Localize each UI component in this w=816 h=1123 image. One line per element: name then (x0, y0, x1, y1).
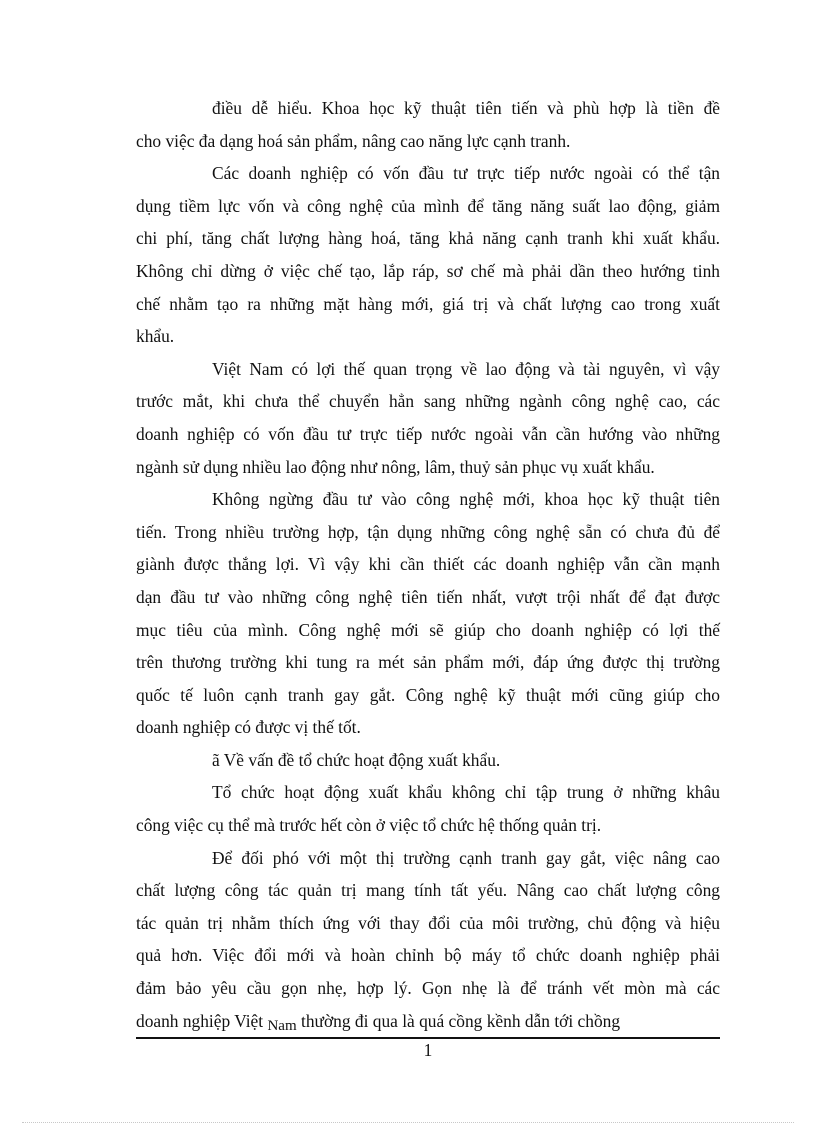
text-line-last (136, 1005, 720, 1038)
text-line: cho việc đa dạng hoá sản phẩm, nâng cao năng lực cạnh tranh. (136, 130, 571, 151)
text-line: dụng tiềm lực vốn và công nghệ của mình để tăng năng suất lao động, giảm (136, 195, 720, 216)
document-body (136, 92, 720, 1037)
text-line: trước mắt, khi chưa thể chuyển hẳn sang những ngành công nghệ cao, các (136, 391, 720, 412)
text-line: điều dễ hiểu. Khoa học kỹ thuật tiên tiến và phù hợp là tiền đề (212, 98, 720, 118)
text-segment: thường đi qua là quá cồng kềnh dẫn tới chồng (296, 1010, 621, 1031)
text-line: khẩu. (136, 326, 175, 347)
text-line: ã Về vấn đề tổ chức hoạt động xuất khẩu. (212, 749, 501, 770)
text-line: ngành sử dụng nhiều lao động như nông, lâm, thuỷ sản phục vụ xuất khẩu. (136, 456, 655, 477)
text-line: doanh nghiệp có được vị thế tốt. (136, 717, 361, 738)
page-number: 1 (423, 1040, 433, 1060)
text-line: công việc cụ thể mà trước hết còn ở việc tổ chức hệ thống quản trị. (136, 815, 602, 836)
text-line: Để đối phó với một thị trường cạnh tranh gay gắt, việc nâng cao (212, 847, 720, 868)
text-line: doanh nghiệp có vốn đầu tư trực tiếp nước ngoài vẫn cần hướng vào những (136, 423, 720, 444)
text-line: tiến. Trong nhiều trường hợp, tận dụng những công nghệ sẵn có chưa đủ để (136, 521, 720, 542)
text-line: Tổ chức hoạt động xuất khẩu không chỉ tập trung ở những khâu (212, 782, 720, 803)
text-line: tác quản trị nhằm thích ứng với thay đổi của môi trường, chủ động và hiệu (136, 912, 720, 933)
text-line: Không ngừng đầu tư vào công nghệ mới, khoa học kỹ thuật tiên (212, 489, 720, 510)
text-line: chi phí, tăng chất lượng hàng hoá, tăng khả năng cạnh tranh khi xuất khẩu. (136, 228, 720, 249)
text-line: dạn đầu tư vào những công nghệ tiên tiến nhất, vượt trội nhất để đạt được (136, 586, 720, 607)
text-line: trên thương trường khi tung ra mét sản phẩm mới, đáp ứng được thị trường (136, 652, 720, 673)
text-line: Các doanh nghiệp có vốn đầu tư trực tiếp nước ngoài có thể tận (212, 163, 720, 184)
text-line: chất lượng công tác quản trị mang tính tất yếu. Nâng cao chất lượng công (136, 880, 720, 901)
text-line: giành được thắng lợi. Vì vậy khi cần thiết các doanh nghiệp vẫn cần mạnh (136, 554, 720, 575)
text-line: Việt Nam có lợi thế quan trọng về lao động và tài nguyên, vì vậy (212, 358, 720, 379)
text-line: Không chỉ dừng ở việc chế tạo, lắp ráp, sơ chế mà phải dần theo hướng tinh (136, 260, 720, 281)
text-segment: doanh nghiệp Việt (136, 1010, 268, 1031)
footer-divider (136, 1037, 720, 1039)
text-line: đảm bảo yêu cầu gọn nhẹ, hợp lý. Gọn nhẹ là để tránh vết mòn mà các (136, 978, 720, 999)
text-line: mục tiêu của mình. Công nghệ mới sẽ giúp cho doanh nghiệp có lợi thế (136, 619, 720, 640)
text-line: chế nhằm tạo ra những mặt hàng mới, giá trị và chất lượng cao trong xuất (136, 293, 720, 314)
text-line: quốc tế luôn cạnh tranh gay gắt. Công nghệ kỹ thuật mới cũng giúp cho (136, 684, 720, 705)
text-segment: Nam (267, 1017, 297, 1034)
text-line: quả hơn. Việc đổi mới và hoàn chỉnh bộ máy tổ chức doanh nghiệp phải (136, 945, 720, 966)
